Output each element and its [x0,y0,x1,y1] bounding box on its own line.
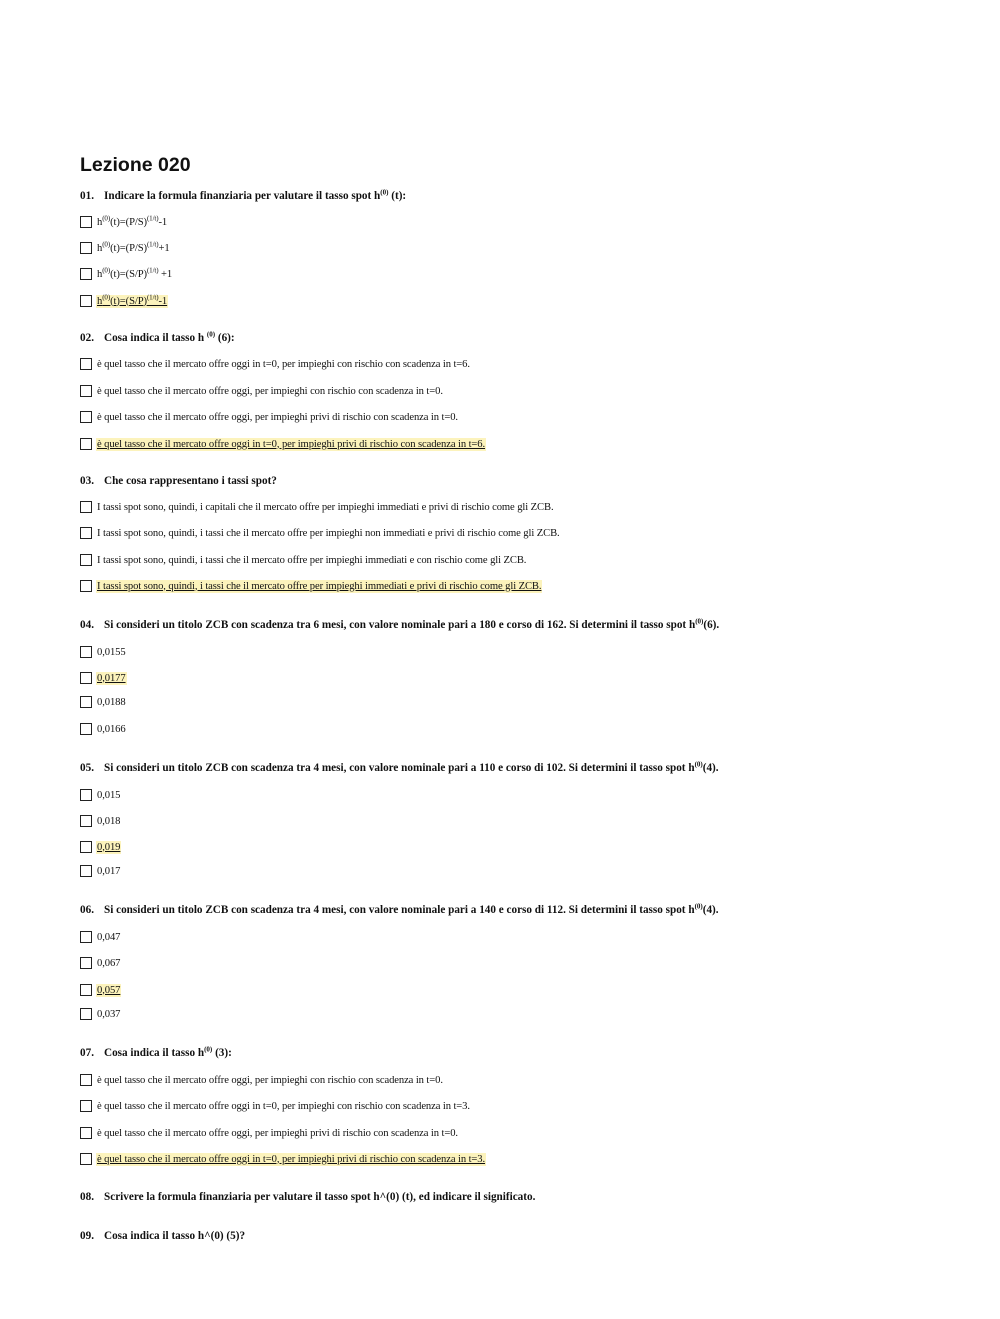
option-text-highlighted: è quel tasso che il mercato offre oggi in t=0, per impieghi privi di rischio con scadenza in t=3. [97,1153,486,1165]
option-text: è quel tasso che il mercato offre oggi, per impieghi privi di rischio con scadenza in t=0. [97,411,458,423]
question-number: 09. [80,1230,94,1242]
checkbox[interactable] [80,295,92,307]
question-text: Indicare la formula finanziaria per valutare il tasso spot h [104,190,381,202]
option-text: $h^{(0)}(t)=(P/S)^{(1/t)}-1$ [97,213,168,228]
option-04-a[interactable] [80,644,127,660]
option-01-d-correct[interactable] [80,293,168,309]
option-07-d-correct[interactable] [80,1151,486,1167]
option-04-c[interactable] [80,694,127,710]
question-number: 06. [80,904,94,916]
question-text: Scrivere la formula finanziaria per valutare il tasso spot h^(0) (t), ed indicare il significato. [104,1191,536,1203]
checkbox[interactable] [80,865,92,877]
option-01-b[interactable] [80,240,171,256]
checkbox[interactable] [80,672,92,684]
page-title: Lezione 020 [80,154,191,176]
checkbox[interactable] [80,1008,92,1020]
option-03-a[interactable] [80,499,555,515]
option-text: 0,067 [97,957,121,969]
question-superscript: (0) [694,902,703,911]
option-text-highlighted: I tassi spot sono, quindi, i tassi che il mercato offre per impieghi immediati e privi di rischio come gli ZCB. [97,580,542,592]
option-02-b[interactable] [80,383,444,399]
checkbox[interactable] [80,646,92,658]
question-text-end: (4). [702,762,719,774]
question-01 [80,190,406,202]
question-text: Si consideri un titolo ZCB con scadenza tra 4 mesi, con valore nominale pari a 110 e corso di 102. Si determini il tasso spot h [104,762,695,774]
question-number: 04. [80,619,94,631]
checkbox[interactable] [80,1074,92,1086]
option-02-a[interactable] [80,356,471,372]
checkbox[interactable] [80,1100,92,1112]
option-text: 0,0188 [97,696,126,708]
option-text: 0,018 [97,815,121,827]
option-text-highlighted: 0,019 [97,841,121,853]
checkbox[interactable] [80,411,92,423]
option-text: 0,015 [97,789,121,801]
option-text: I tassi spot sono, quindi, i tassi che il mercato offre per impieghi non immediati e privi di rischio come gli ZCB. [97,527,560,539]
option-02-c[interactable] [80,409,459,425]
option-text: I tassi spot sono, quindi, i tassi che il mercato offre per impieghi immediati e con rischio come gli ZCB. [97,554,527,566]
question-text: Cosa indica il tasso h [104,1047,205,1059]
checkbox[interactable] [80,789,92,801]
question-text: Cosa indica il tasso h^(0) (5)? [104,1230,246,1242]
question-text: Cosa indica il tasso h [104,332,207,344]
question-number: 07. [80,1047,94,1059]
option-06-c-correct[interactable] [80,982,121,998]
option-text: 0,037 [97,1008,121,1020]
option-04-d[interactable] [80,721,127,737]
option-text-highlighted: 0,0177 [97,672,126,684]
checkbox[interactable] [80,931,92,943]
checkbox[interactable] [80,984,92,996]
checkbox[interactable] [80,841,92,853]
question-text-end: (4). [702,904,719,916]
checkbox[interactable] [80,696,92,708]
question-09 [80,1230,245,1242]
option-07-a[interactable] [80,1072,444,1088]
question-07 [80,1047,232,1059]
option-text-highlighted: è quel tasso che il mercato offre oggi in t=0, per impieghi privi di rischio con scadenza in t=6. [97,438,486,450]
question-text-end: (6). [703,619,720,631]
option-text: 0,0155 [97,646,126,658]
question-text-end: (3): [212,1047,232,1059]
question-text-end: (6): [215,332,235,344]
question-number: 05. [80,762,94,774]
option-02-d-correct[interactable] [80,436,486,452]
checkbox[interactable] [80,268,92,280]
option-05-a[interactable] [80,787,121,803]
option-text: è quel tasso che il mercato offre oggi in t=0, per impieghi con rischio con scadenza in t=3. [97,1100,470,1112]
question-number: 03. [80,475,94,487]
checkbox[interactable] [80,723,92,735]
checkbox[interactable] [80,438,92,450]
checkbox[interactable] [80,1127,92,1139]
question-superscript: (0) [380,188,389,197]
question-08 [80,1191,535,1203]
checkbox[interactable] [80,501,92,513]
checkbox[interactable] [80,242,92,254]
question-02 [80,332,235,344]
option-05-d[interactable] [80,863,121,879]
checkbox[interactable] [80,527,92,539]
option-03-d-correct[interactable] [80,578,542,594]
option-text: è quel tasso che il mercato offre oggi, per impieghi con rischio con scadenza in t=0. [97,1074,443,1086]
question-text: Che cosa rappresentano i tassi spot? [104,475,277,487]
option-01-c[interactable] [80,266,173,282]
option-text: è quel tasso che il mercato offre oggi, per impieghi con rischio con scadenza in t=0. [97,385,443,397]
question-superscript: (0) [206,330,216,339]
option-text-highlighted: 0,057 [97,984,121,996]
checkbox[interactable] [80,580,92,592]
option-text: 0,047 [97,931,121,943]
option-text: $h^{(0)}(t)=(P/S)^{(1/t)}+1$ [97,239,170,254]
option-text: $h^{(0)}(t)=(S/P)^{(1/t)} +1$ [97,265,173,280]
option-07-c[interactable] [80,1125,459,1141]
checkbox[interactable] [80,957,92,969]
option-text: è quel tasso che il mercato offre oggi in t=0, per impieghi con rischio con scadenza in t=6. [97,358,470,370]
option-05-b[interactable] [80,813,121,829]
option-06-d[interactable] [80,1006,121,1022]
checkbox[interactable] [80,385,92,397]
question-text: Si consideri un titolo ZCB con scadenza tra 4 mesi, con valore nominale pari a 140 e corso di 112. Si determini il tasso spot h [104,904,695,916]
option-05-c-correct[interactable] [80,839,121,855]
question-number: 02. [80,332,94,344]
question-superscript: (0) [204,1045,213,1054]
option-text-highlighted: $h^{(0)}(t)=(S/P)^{(1/t)}-1$ [97,292,168,307]
question-text: Si consideri un titolo ZCB con scadenza tra 6 mesi, con valore nominale pari a 180 e corso di 162. Si determini il tasso spot h [104,619,696,631]
checkbox[interactable] [80,1153,92,1165]
checkbox[interactable] [80,358,92,370]
option-text: 0,0166 [97,723,126,735]
question-number: 01. [80,190,94,202]
question-superscript: (0) [694,760,703,769]
checkbox[interactable] [80,815,92,827]
option-03-c[interactable] [80,552,527,568]
question-superscript: (0) [695,617,704,626]
option-06-a[interactable] [80,929,121,945]
option-03-b[interactable] [80,525,561,541]
checkbox[interactable] [80,216,92,228]
option-06-b[interactable] [80,955,121,971]
checkbox[interactable] [80,554,92,566]
question-text-end: (t): [388,190,407,202]
option-01-a[interactable] [80,214,168,230]
option-text: 0,017 [97,865,121,877]
question-06 [80,904,719,916]
question-number: 08. [80,1191,94,1203]
option-07-b[interactable] [80,1098,471,1114]
option-04-b-correct[interactable] [80,670,127,686]
question-04 [80,619,719,631]
option-text: I tassi spot sono, quindi, i capitali che il mercato offre per impieghi immediati e privi di rischio come gli ZCB. [97,501,554,513]
question-05 [80,762,719,774]
option-text: è quel tasso che il mercato offre oggi, per impieghi privi di rischio con scadenza in t=0. [97,1127,458,1139]
question-03 [80,475,277,487]
